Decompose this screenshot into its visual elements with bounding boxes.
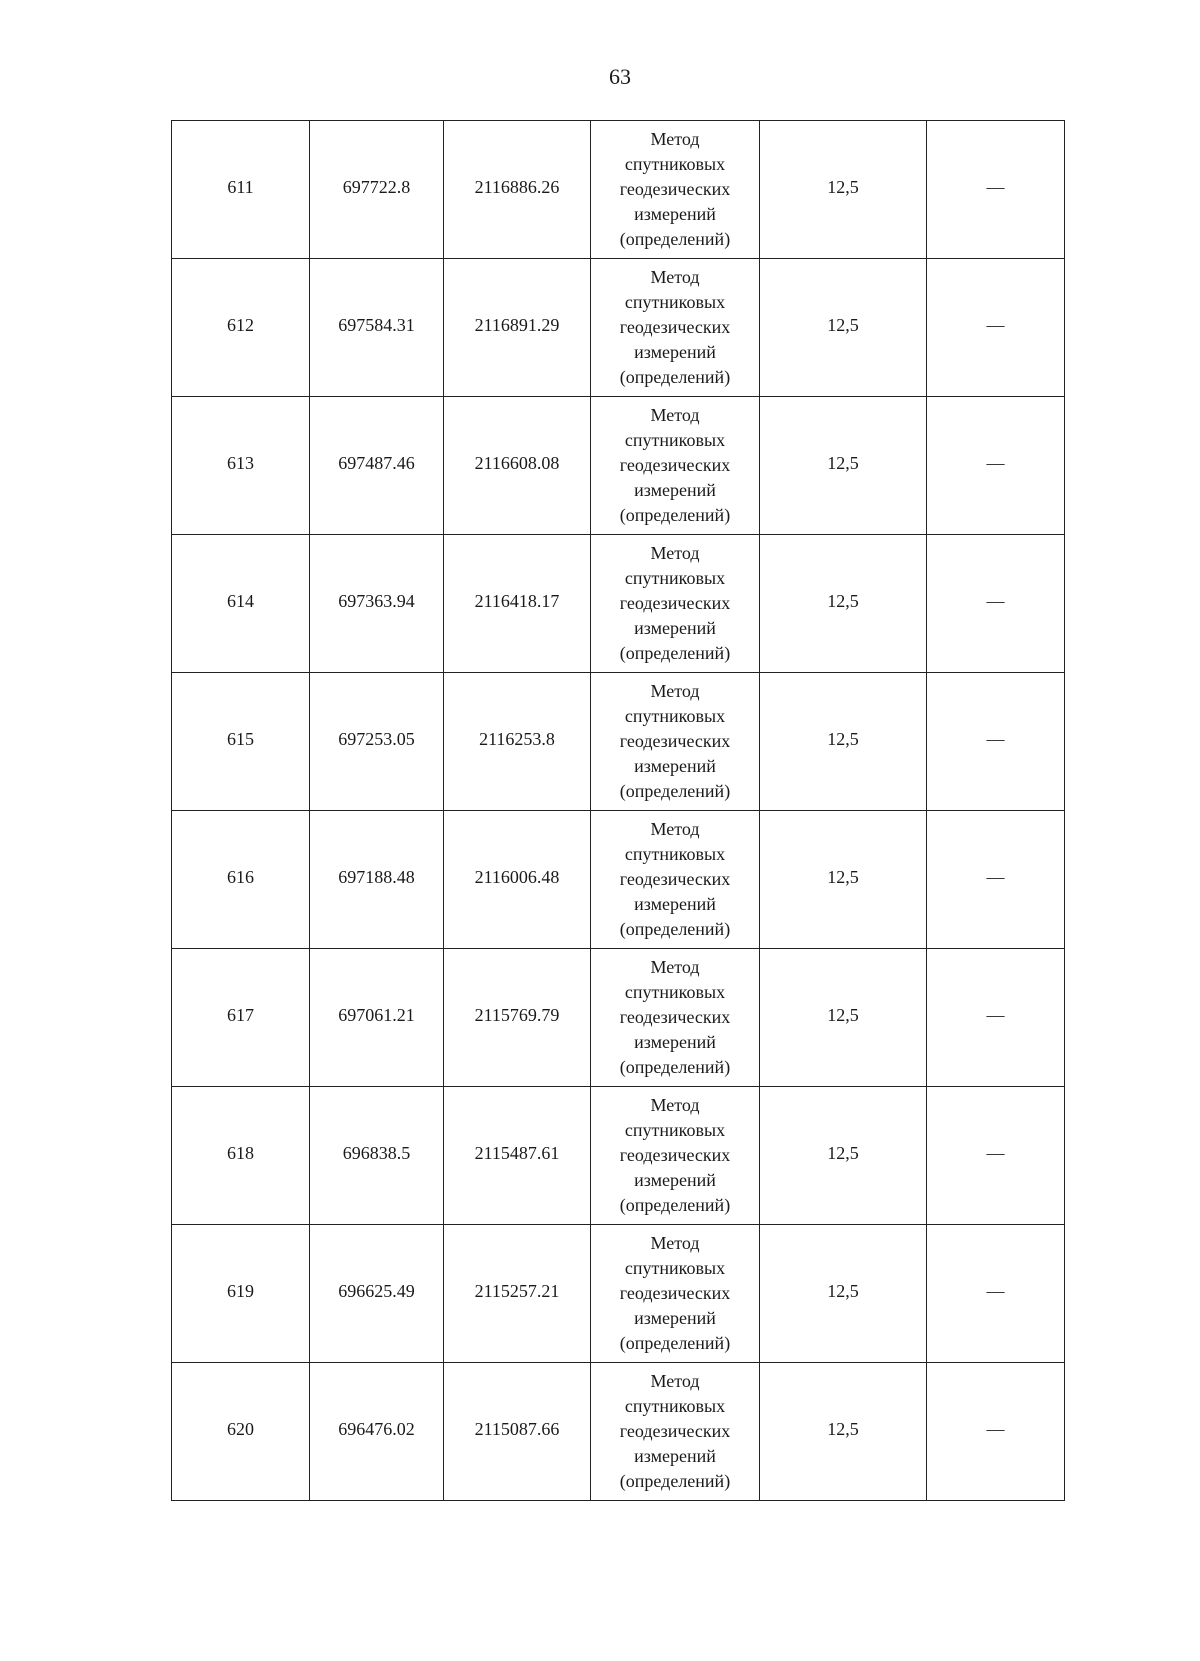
y-coordinate-cell: 2116006.48 <box>444 811 591 949</box>
method-line: спутниковых <box>624 706 726 726</box>
method-cell <box>591 811 760 949</box>
method-line: геодезических <box>619 1007 731 1027</box>
y-coordinate-cell: 2115769.79 <box>444 949 591 1087</box>
method-line: спутниковых <box>624 292 726 312</box>
note-dash: — <box>986 591 1005 611</box>
table-row <box>172 121 1065 259</box>
method-line: Метод <box>650 1371 700 1391</box>
method-line: геодезических <box>619 1421 731 1441</box>
method-line: Метод <box>650 543 700 563</box>
method-cell <box>591 397 760 535</box>
y-coordinate-cell: 2115087.66 <box>444 1363 591 1501</box>
method-line: геодезических <box>619 731 731 751</box>
x-coordinate-cell: 696838.5 <box>310 1087 444 1225</box>
method-line: (определений) <box>619 1333 731 1353</box>
method-line: геодезических <box>619 593 731 613</box>
x-coordinate-cell: 697188.48 <box>310 811 444 949</box>
method-line: Метод <box>650 1095 700 1115</box>
method-cell <box>591 535 760 673</box>
method-cell <box>591 949 760 1087</box>
accuracy-cell: 12,5 <box>760 1087 927 1225</box>
method-line: (определений) <box>619 1471 731 1491</box>
point-number-cell: 613 <box>172 397 310 535</box>
accuracy-cell: 12,5 <box>760 259 927 397</box>
method-cell <box>591 1225 760 1363</box>
point-number-cell: 618 <box>172 1087 310 1225</box>
method-line: геодезических <box>619 1283 731 1303</box>
accuracy-cell: 12,5 <box>760 949 927 1087</box>
accuracy-cell: 12,5 <box>760 811 927 949</box>
x-coordinate-cell: 697487.46 <box>310 397 444 535</box>
method-line: спутниковых <box>624 154 726 174</box>
method-line: измерений <box>634 1308 716 1328</box>
method-line: (определений) <box>619 229 731 249</box>
coordinates-table <box>171 120 1065 1501</box>
method-line: Метод <box>650 1233 700 1253</box>
method-line: (определений) <box>619 505 731 525</box>
coordinates-table-body <box>172 121 1065 1501</box>
table-row <box>172 949 1065 1087</box>
note-cell <box>927 121 1065 259</box>
method-line: (определений) <box>619 919 731 939</box>
accuracy-cell: 12,5 <box>760 535 927 673</box>
table-row <box>172 535 1065 673</box>
note-cell <box>927 1225 1065 1363</box>
page-number: 63 <box>609 64 631 89</box>
note-dash: — <box>986 1419 1005 1439</box>
method-line: измерений <box>634 1032 716 1052</box>
method-line: Метод <box>650 405 700 425</box>
note-dash: — <box>986 729 1005 749</box>
method-line: Метод <box>650 129 700 149</box>
accuracy-cell: 12,5 <box>760 1225 927 1363</box>
x-coordinate-cell: 697363.94 <box>310 535 444 673</box>
note-cell <box>927 535 1065 673</box>
note-cell <box>927 673 1065 811</box>
method-line: (определений) <box>619 1195 731 1215</box>
table-row <box>172 1363 1065 1501</box>
accuracy-cell: 12,5 <box>760 673 927 811</box>
method-line: (определений) <box>619 367 731 387</box>
method-line: геодезических <box>619 869 731 889</box>
method-line: Метод <box>650 819 700 839</box>
method-line: геодезических <box>619 179 731 199</box>
method-line: геодезических <box>619 1145 731 1165</box>
x-coordinate-cell: 697584.31 <box>310 259 444 397</box>
note-cell <box>927 811 1065 949</box>
x-coordinate-cell: 696476.02 <box>310 1363 444 1501</box>
note-cell <box>927 1363 1065 1501</box>
table-row <box>172 397 1065 535</box>
method-cell <box>591 259 760 397</box>
method-line: спутниковых <box>624 1396 726 1416</box>
accuracy-cell: 12,5 <box>760 121 927 259</box>
method-line: измерений <box>634 1170 716 1190</box>
y-coordinate-cell: 2116886.26 <box>444 121 591 259</box>
method-cell <box>591 673 760 811</box>
method-line: спутниковых <box>624 1120 726 1140</box>
method-line: спутниковых <box>624 568 726 588</box>
point-number-cell: 614 <box>172 535 310 673</box>
point-number-cell: 611 <box>172 121 310 259</box>
x-coordinate-cell: 697061.21 <box>310 949 444 1087</box>
note-dash: — <box>986 1281 1005 1301</box>
method-cell <box>591 1087 760 1225</box>
method-line: геодезических <box>619 455 731 475</box>
y-coordinate-cell: 2116418.17 <box>444 535 591 673</box>
note-dash: — <box>986 315 1005 335</box>
table-row <box>172 1225 1065 1363</box>
x-coordinate-cell: 697722.8 <box>310 121 444 259</box>
accuracy-cell: 12,5 <box>760 1363 927 1501</box>
note-cell <box>927 259 1065 397</box>
note-dash: — <box>986 867 1005 887</box>
note-dash: — <box>986 1005 1005 1025</box>
note-dash: — <box>986 177 1005 197</box>
method-line: Метод <box>650 957 700 977</box>
y-coordinate-cell: 2116253.8 <box>444 673 591 811</box>
table-row <box>172 673 1065 811</box>
method-line: спутниковых <box>624 844 726 864</box>
note-dash: — <box>986 453 1005 473</box>
y-coordinate-cell: 2115257.21 <box>444 1225 591 1363</box>
method-line: Метод <box>650 681 700 701</box>
method-cell <box>591 121 760 259</box>
method-line: спутниковых <box>624 430 726 450</box>
point-number-cell: 619 <box>172 1225 310 1363</box>
method-line: измерений <box>634 894 716 914</box>
note-cell <box>927 949 1065 1087</box>
method-line: (определений) <box>619 1057 731 1077</box>
method-line: спутниковых <box>624 1258 726 1278</box>
table-row <box>172 1087 1065 1225</box>
method-line: измерений <box>634 342 716 362</box>
method-line: измерений <box>634 204 716 224</box>
method-line: спутниковых <box>624 982 726 1002</box>
y-coordinate-cell: 2115487.61 <box>444 1087 591 1225</box>
method-line: измерений <box>634 1446 716 1466</box>
x-coordinate-cell: 697253.05 <box>310 673 444 811</box>
method-line: измерений <box>634 618 716 638</box>
method-line: измерений <box>634 756 716 776</box>
point-number-cell: 617 <box>172 949 310 1087</box>
method-line: Метод <box>650 267 700 287</box>
point-number-cell: 612 <box>172 259 310 397</box>
table-row <box>172 259 1065 397</box>
point-number-cell: 620 <box>172 1363 310 1501</box>
table-row <box>172 811 1065 949</box>
method-cell <box>591 1363 760 1501</box>
point-number-cell: 616 <box>172 811 310 949</box>
note-dash: — <box>986 1143 1005 1163</box>
method-line: (определений) <box>619 643 731 663</box>
method-line: (определений) <box>619 781 731 801</box>
method-line: геодезических <box>619 317 731 337</box>
note-cell <box>927 1087 1065 1225</box>
point-number-cell: 615 <box>172 673 310 811</box>
method-line: измерений <box>634 480 716 500</box>
x-coordinate-cell: 696625.49 <box>310 1225 444 1363</box>
accuracy-cell: 12,5 <box>760 397 927 535</box>
note-cell <box>927 397 1065 535</box>
y-coordinate-cell: 2116891.29 <box>444 259 591 397</box>
y-coordinate-cell: 2116608.08 <box>444 397 591 535</box>
